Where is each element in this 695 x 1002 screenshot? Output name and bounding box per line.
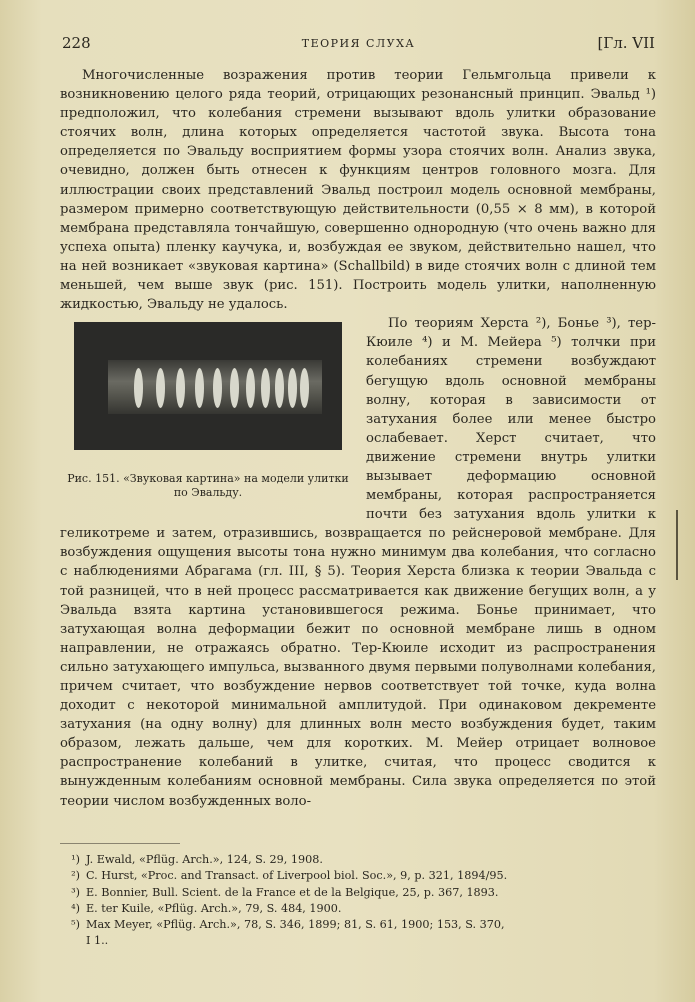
page-number: 228 [62, 34, 91, 52]
footnote-mark: ¹) [71, 853, 80, 866]
footnote-mark: ⁵) [71, 918, 80, 932]
figure-image [74, 322, 342, 450]
running-title: ТЕОРИЯ СЛУХА [301, 37, 416, 50]
standing-wave-mark [176, 368, 185, 408]
footnote-text: J. Ewald, «Pflüg. Arch.», 124, S. 29, 1908. [86, 853, 323, 866]
standing-wave-mark [275, 368, 284, 408]
footnote-text: I 1.. [86, 934, 109, 948]
footnote-mark: ⁴) [71, 901, 80, 915]
footnote-text: E. Bonnier, Bull. Scient. de la France et de la Belgique, 25, p. 367, 1893. [86, 885, 499, 899]
footnote-rule [60, 843, 180, 844]
standing-wave-mark [261, 368, 270, 408]
paragraph-2: По теориям Херста ²), Боньe ³), тер-Кюиле ⁴) и М. Мейера ⁵) толчки при колебаниях стремени возбуждают бегущую вдоль основной мембраны волну, которая в зависимости от затухания более или менее быстро ослабевает. Херст считает, что движение стремени внутрь улитки вызывает деформацию основной мембраны, которая распространяется почти без затухания вдоль улитки к геликотреме и затем, отразившись, возвращается по рейснеровой мембране. Для возбуждения ощущения высоты тона нужно минимум два колебания, что согласно с наблюдениями Абрагама (гл. III, § 5). Теория Херста близка к теории Эвальда с той разницей, что в ней процесс рассматривается как движение бегущих волн, а у Эвальда взята картина установившегося режима. Боньe принимает, что затухающая волна деформации бежит по основной мембране лишь в одном направлении, не отражаясь обратно. Тер-Кюиле исходит из распространения сильно затухающего импульса, вызванного двумя первыми полуволнами колебания, причем считает, что возбуждение нервов соответствует той точке, куда волна доходит с некоторой минимальной амплитудой. При одинаковом декременте затухания (на одну волну) для длинных волн место возбуждения будет, таким образом, лежать дальше, чем для коротких. М. Мейер отрицает волновое распространение колебаний в улитке, считая, что процесс сводится к вынужденным колебаниям основной мембраны. Сила звука определяется по этой теории числом возбужденных воло- [60, 316, 656, 809]
footnote [60, 868, 656, 884]
footnote-text: C. Hurst, «Proc. and Transact. of Liverpool biol. Soc.», 9, p. 321, 1894/95. [86, 869, 508, 883]
figure-caption: Рис. 151. «Звуковая картина» на модели улитки по Эвальду. [67, 472, 349, 500]
standing-wave-mark [288, 368, 297, 408]
standing-wave-mark [230, 368, 239, 408]
footnote [60, 917, 656, 933]
page-edge-mark [676, 510, 678, 580]
figure-151 [60, 316, 356, 511]
standing-wave-mark [213, 368, 222, 408]
main-text [60, 66, 656, 811]
footnote [60, 852, 656, 868]
footnote-text: E. ter Kuile, «Pflüg. Arch.», 79, S. 484, 1900. [86, 901, 342, 915]
paragraph-1: Многочисленные возражения против теории Гельмгольца привели к возникновению целого ряда теорий, отрицающих резонансный принцип. Эвальд ¹) предположил, что колебания стремени вызывают вдоль улитки образование стоячих волн, длина которых определяется частотой звука. Высота тона определяется по Эвальду восприятием формы узора стоячих волн. Анализ звука, очевидно, должен быть отнесен к функциям центров головного мозга. Для иллюстрации своих представлений Эвальд построил модель основной мембраны, размером примерно соответствующую действительности (0,55 × 8 мм), в которой мембрана представляла тончайшую, совершенно однородную (что очень важно для успеха опыта) пленку каучука, и, возбуждая ее звуком, действительно нашел, что на ней возникает «звуковая картина» (Schallbild) в виде стоячих волн с длиной тем меньшей, чем выше звук (рис. 151). Построить модель улитки, наполненную жидкостью, Эвальду не удалось. [60, 68, 656, 313]
footnote [60, 901, 656, 917]
footnote-mark: ²) [71, 869, 80, 883]
standing-wave-mark [246, 368, 255, 408]
footnote-text: Max Meyer, «Pflüg. Arch.», 78, S. 346, 1899; 81, S. 61, 1900; 153, S. 370, [86, 918, 505, 932]
standing-wave-mark [195, 368, 204, 408]
footnote-mark: ³) [71, 885, 80, 899]
standing-wave-mark [300, 368, 309, 408]
footnote [60, 885, 656, 901]
footnotes [60, 852, 656, 950]
standing-wave-mark [134, 368, 143, 408]
running-header [62, 34, 655, 54]
footnote [60, 933, 656, 949]
chapter-label: [Гл. VII [597, 34, 655, 52]
standing-wave-mark [156, 368, 165, 408]
